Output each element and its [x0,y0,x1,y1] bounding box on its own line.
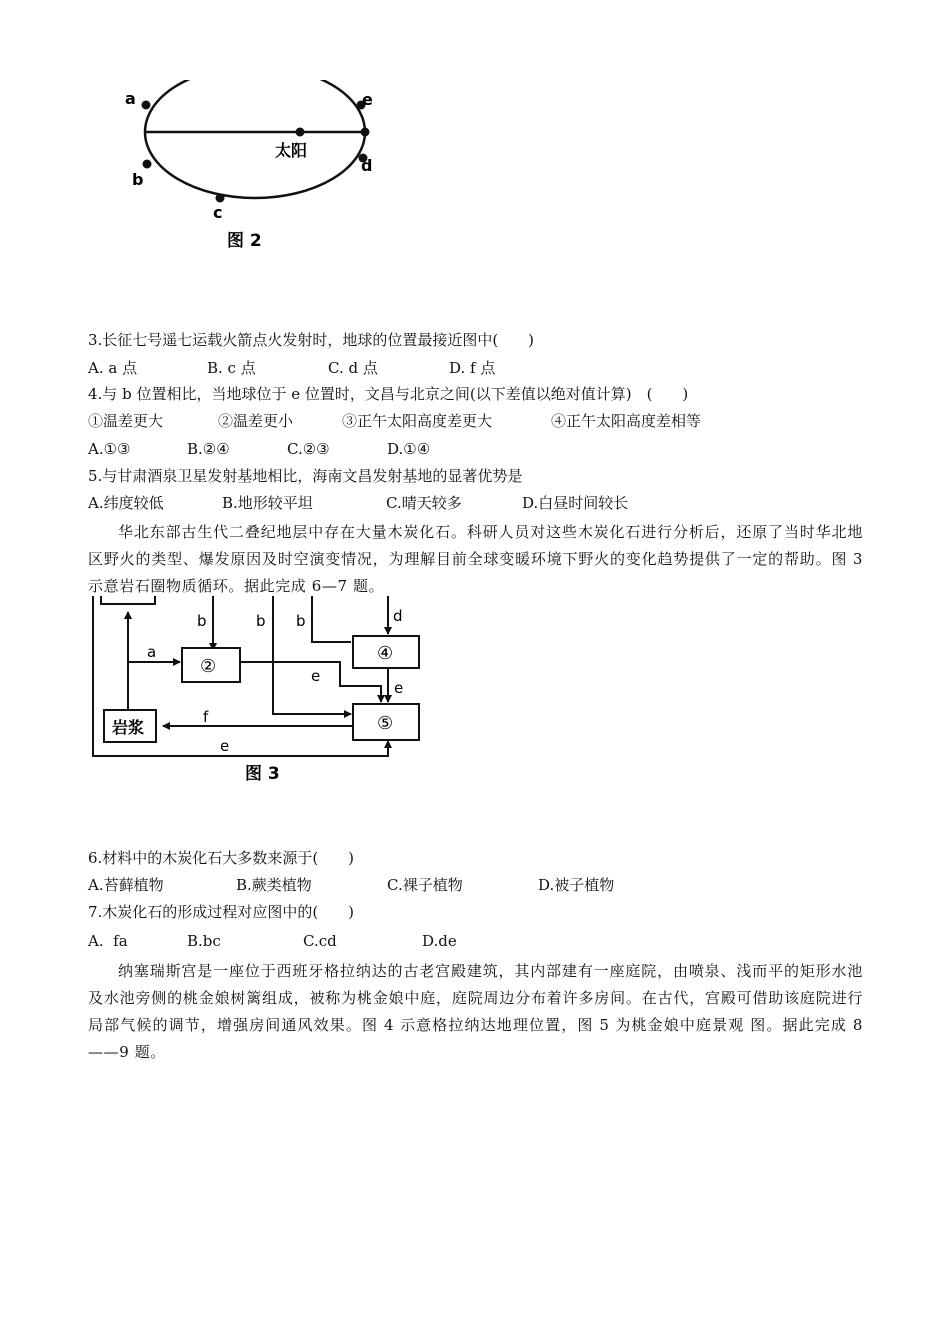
q4-option-a[interactable]: A.①③ [88,440,131,458]
passage-charcoal-fossils [88,519,863,600]
q5-stem: 5.与甘肃酒泉卫星发射基地相比，海南文昌发射基地的显著优势是 [88,467,523,485]
figure-2-orbit-diagram [95,70,415,260]
arrow-label-a: a [147,643,157,661]
q7-stem: 7.木炭化石的形成过程对应图中的( ) [88,903,355,921]
q4-option-b[interactable]: B.②④ [187,440,230,458]
q6-option-c[interactable]: C.裸子植物 [387,876,463,894]
label-e: e [362,90,373,109]
q4-statement-4: ④正午太阳高度差相等 [551,412,702,430]
q4-statement-1: ①温差更大 [88,412,164,430]
q5-option-c[interactable]: C.晴天较多 [386,494,462,512]
q6-option-a[interactable]: A.苔藓植物 [88,876,164,894]
q5-option-d[interactable]: D.白昼时间较长 [522,494,629,512]
q6-option-d[interactable]: D.被子植物 [538,876,615,894]
q3-stem: 3.长征七号遥七运载火箭点火发射时，地球的位置最接近图中( ) [88,331,535,349]
box-5-label: ⑤ [377,713,394,734]
q4-stem: 4.与 b 位置相比，当地球位于 e 位置时，文昌与北京之间(以下差值以绝对值计算) ( ) [88,385,689,403]
label-a: a [125,89,136,108]
point-c [216,194,225,203]
sun-label: 太阳 [275,141,308,160]
q7-option-a[interactable]: A. fa [88,932,128,950]
figure-3-rock-cycle-diagram [85,596,435,791]
q7-option-b[interactable]: B.bc [187,932,221,950]
arrow-label-e3: e [220,737,230,755]
box-4-label: ④ [377,643,394,664]
arrow-label-b2: b [256,612,266,630]
sun-point [296,128,305,137]
q4-statement-2: ②温差更小 [218,412,294,430]
passage-1-text: 华北东部古生代二叠纪地层中存在大量木炭化石。科研人员对这些木炭化石进行分析后，还原了当时华北地区野火的类型、爆发原因及时空演变情况，为理解目前全球变暖环境下野火的变化趋势提供了一定的帮助。图 3 示意岩石圈物质循环。据此完成 6—7 题。 [88,523,863,595]
box-2-label: ② [200,656,217,677]
label-c: c [213,203,223,222]
q3-option-a[interactable]: A. a 点 [88,359,138,377]
q7-option-c[interactable]: C.cd [303,932,337,950]
arrow-label-f: f [203,708,209,726]
figure-2-caption: 图 2 [227,231,262,251]
arrow-label-e2: e [394,679,404,697]
label-d: d [361,156,373,175]
passage-2-text: 纳塞瑞斯宫是一座位于西班牙格拉纳达的古老宫殿建筑，其内部建有一座庭院，由喷泉、浅而平的矩形水池及水池旁侧的桃金娘树篱组成，被称为桃金娘中庭，庭院周边分布着许多房间。在古代，宫殿可借助该庭院进行局部气候的调节，增强房间通风效果。图 4 示意格拉纳达地理位置，图 5 为桃金娘中庭景观 图。据此完成 8——9 题。 [88,962,863,1061]
point-b [143,160,152,169]
q3-option-c[interactable]: C. d 点 [328,359,378,377]
q7-option-d[interactable]: D.de [422,932,457,950]
q6-option-b[interactable]: B.蕨类植物 [236,876,312,894]
q4-option-c[interactable]: C.②③ [287,440,330,458]
orbit-ellipse [145,70,365,198]
q3-option-b[interactable]: B. c 点 [207,359,256,377]
q6-stem: 6.材料中的木炭化石大多数来源于( ) [88,849,355,867]
label-b: b [132,170,144,189]
arrow-label-b3: b [296,612,306,630]
q4-option-d[interactable]: D.①④ [387,440,431,458]
figure-3-caption: 图 3 [245,764,280,784]
arrow-label-d: d [393,607,403,625]
q4-statement-3: ③正午太阳高度差更大 [342,412,493,430]
q3-option-d[interactable]: D. f 点 [449,359,496,377]
q5-option-b[interactable]: B.地形较平坦 [222,494,313,512]
q5-option-a[interactable]: A.纬度较低 [88,494,164,512]
arrow-label-e1: e [311,667,321,685]
axis-end-point [361,128,370,137]
magma-label: 岩浆 [112,718,145,737]
arrow-label-b1: b [197,612,207,630]
passage-nasrid-palace [88,958,863,1066]
point-a [142,101,151,110]
